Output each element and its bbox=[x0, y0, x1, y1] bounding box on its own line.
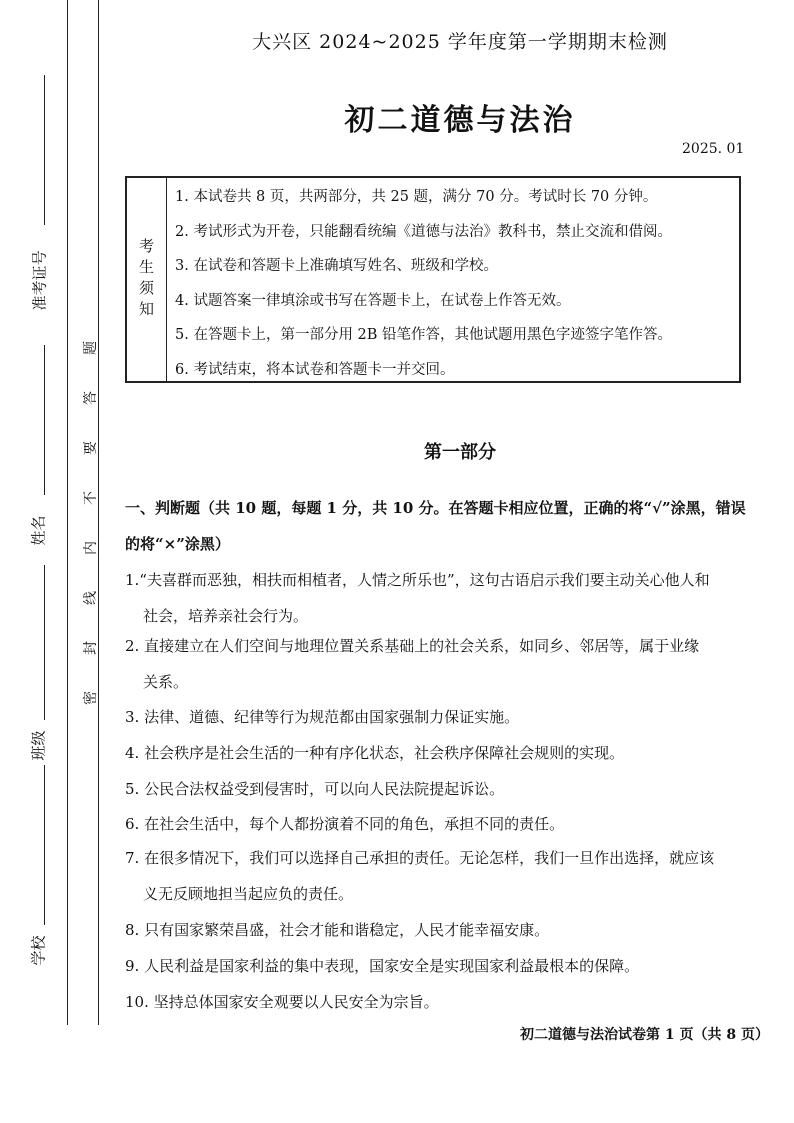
seal-char: 内 bbox=[83, 541, 99, 555]
subject-title: 初二道德与法治 bbox=[344, 103, 576, 138]
exam-date: 2025. 01 bbox=[682, 141, 745, 157]
question-1 bbox=[125, 562, 750, 634]
notice-item: 2. 考试形式为开卷，只能翻看统编《道德与法治》教科书，禁止交流和借阅。 bbox=[175, 223, 672, 240]
question-text: 8. 只有国家繁荣昌盛，社会才能和谐稳定，人民才能幸福安康。 bbox=[125, 921, 550, 939]
question-text-cont: 义无反顾地担当起应负的责任。 bbox=[143, 885, 354, 903]
section-line: 一、判断题（共 10 题，每题 1 分，共 10 分。在答题卡相应位置，正确的将“√”涂黑，错误 bbox=[125, 499, 746, 517]
question-text: 3. 法律、道德、纪律等行为规范都由国家强制力保证实施。 bbox=[125, 708, 520, 726]
question-text-cont: 社会，培养亲社会行为。 bbox=[143, 607, 309, 625]
seal-char: 题 bbox=[83, 341, 99, 355]
page-footer: 初二道德与法治试卷第 1 页（共 8 页） bbox=[520, 1027, 769, 1043]
question-3 bbox=[125, 699, 750, 735]
question-10 bbox=[125, 984, 750, 1020]
question-text-cont: 关系。 bbox=[143, 673, 189, 691]
question-9 bbox=[125, 948, 750, 984]
seal-char: 封 bbox=[83, 641, 99, 655]
class-label: 班级 bbox=[29, 730, 48, 761]
name-label: 姓名 bbox=[29, 515, 48, 546]
question-4 bbox=[125, 735, 750, 771]
notice-label-text: 考生须知 bbox=[137, 237, 155, 322]
seal-char: 答 bbox=[83, 391, 99, 405]
notice-label bbox=[127, 178, 167, 381]
question-7 bbox=[125, 840, 750, 912]
margin-inner-line bbox=[98, 0, 99, 1025]
section-instructions bbox=[125, 490, 750, 562]
question-text: 4. 社会秩序是社会生活的一种有序化状态，社会秩序保障社会规则的实现。 bbox=[125, 744, 625, 762]
id-label: 准考证号 bbox=[30, 250, 49, 311]
notice-item: 5. 在答题卡上，第一部分用 2B 铅笔作答，其他试题用黑色字迹签字笔作答。 bbox=[175, 327, 673, 343]
question-text: 9. 人民利益是国家利益的集中表现，国家安全是实现国家利益最根本的保障。 bbox=[125, 957, 640, 975]
seal-char: 要 bbox=[83, 441, 99, 455]
question-text: 7. 在很多情况下，我们可以选择自己承担的责任。无论怎样，我们一旦作出选择，就应该 bbox=[125, 849, 715, 867]
seal-char: 线 bbox=[83, 591, 99, 605]
seal-char: 密 bbox=[83, 691, 99, 705]
question-2 bbox=[125, 628, 750, 700]
part-title: 第一部分 bbox=[424, 442, 496, 463]
school-label: 学校 bbox=[29, 935, 48, 966]
exam-title: 大兴区 2024~2025 学年度第一学期期末检测 bbox=[252, 31, 668, 53]
question-5 bbox=[125, 771, 750, 807]
question-text: 1.“夫喜群而恶独，相扶而相植者，人情之所乐也”，这句古语启示我们要主动关心他人和 bbox=[125, 571, 710, 589]
notice-item: 3. 在试卷和答题卡上准确填写姓名、班级和学校。 bbox=[175, 258, 498, 274]
question-text: 6. 在社会生活中，每个人都扮演着不同的角色，承担不同的责任。 bbox=[125, 815, 565, 833]
question-text: 2. 直接建立在人们空间与地理位置关系基础上的社会关系，如同乡、邻居等，属于业缘 bbox=[125, 637, 700, 655]
name-underline bbox=[44, 345, 45, 495]
section-line: 的将“×”涂黑） bbox=[125, 535, 230, 553]
question-text: 10. 坚持总体国家安全观要以人民安全为宗旨。 bbox=[125, 993, 439, 1011]
notice-box bbox=[125, 176, 741, 383]
question-text: 5. 公民合法权益受到侵害时，可以向人民法院提起诉讼。 bbox=[125, 780, 505, 798]
school-underline bbox=[44, 765, 45, 925]
class-underline bbox=[44, 565, 45, 720]
margin-outer-line bbox=[67, 0, 68, 1025]
notice-list bbox=[175, 182, 733, 389]
notice-item: 1. 本试卷共 8 页，共两部分，共 25 题，满分 70 分。考试时长 70 分钟。 bbox=[175, 189, 658, 205]
notice-item: 6. 考试结束，将本试卷和答题卡一并交回。 bbox=[175, 361, 455, 378]
question-6 bbox=[125, 806, 750, 842]
notice-item: 4. 试题答案一律填涂或书写在答题卡上，在试卷上作答无效。 bbox=[175, 292, 571, 309]
question-8 bbox=[125, 912, 750, 948]
seal-char: 不 bbox=[83, 491, 99, 505]
